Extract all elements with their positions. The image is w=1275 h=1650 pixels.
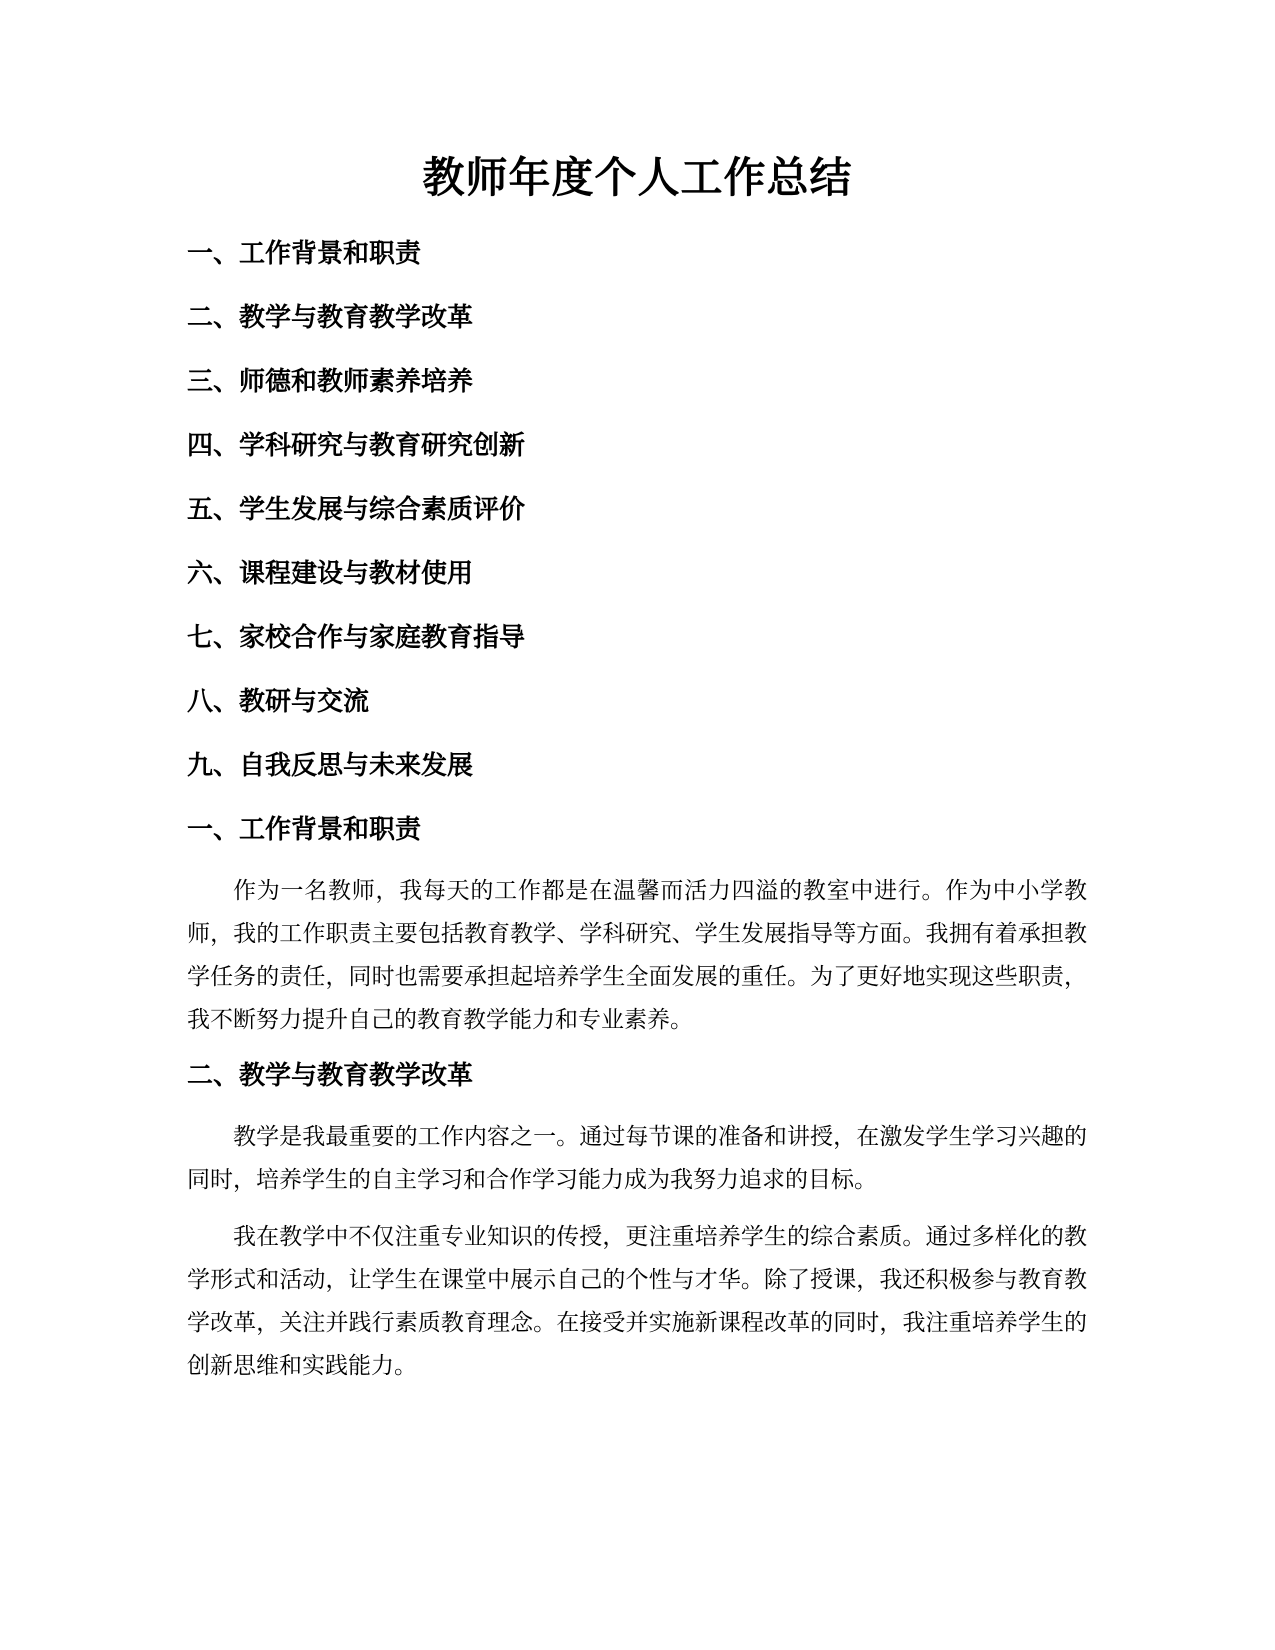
toc-item: 八、教研与交流 [187,687,370,717]
document-title: 教师年度个人工作总结 [422,153,853,202]
toc-item: 七、家校合作与家庭教育指导 [187,623,526,653]
body-paragraph: 教学是我最重要的工作内容之一。通过每节课的准备和讲授，在激发学生学习兴趣的同时，培养学生的自主学习和合作学习能力成为我努力追求的目标。 [187,1124,1087,1193]
toc-item: 五、学生发展与综合素质评价 [187,495,526,525]
toc-item: 四、学科研究与教育研究创新 [187,431,526,461]
body-paragraph: 作为一名教师，我每天的工作都是在温馨而活力四溢的教室中进行。作为中小学教师，我的工作职责主要包括教育教学、学科研究、学生发展指导等方面。我拥有着承担教学任务的责任，同时也需要承担起培养学生全面发展的重任。为了更好地实现这些职责，我不断努力提升自己的教育教学能力和专业素养。 [187,878,1087,1033]
toc-item: 六、课程建设与教材使用 [187,559,474,589]
toc-item: 二、教学与教育教学改革 [187,303,474,333]
body-paragraph: 我在教学中不仅注重专业知识的传授，更注重培养学生的综合素质。通过多样化的教学形式和活动，让学生在课堂中展示自己的个性与才华。除了授课，我还积极参与教育教学改革，关注并践行素质教育理念。在接受并实施新课程改革的同时，我注重培养学生的创新思维和实践能力。 [187,1224,1087,1379]
toc-item: 一、工作背景和职责 [187,239,422,269]
section-heading: 一、工作背景和职责 [187,815,422,845]
section-heading: 二、教学与教育教学改革 [187,1061,474,1091]
toc-item: 九、自我反思与未来发展 [187,751,474,781]
toc-item: 三、师德和教师素养培养 [187,367,474,397]
